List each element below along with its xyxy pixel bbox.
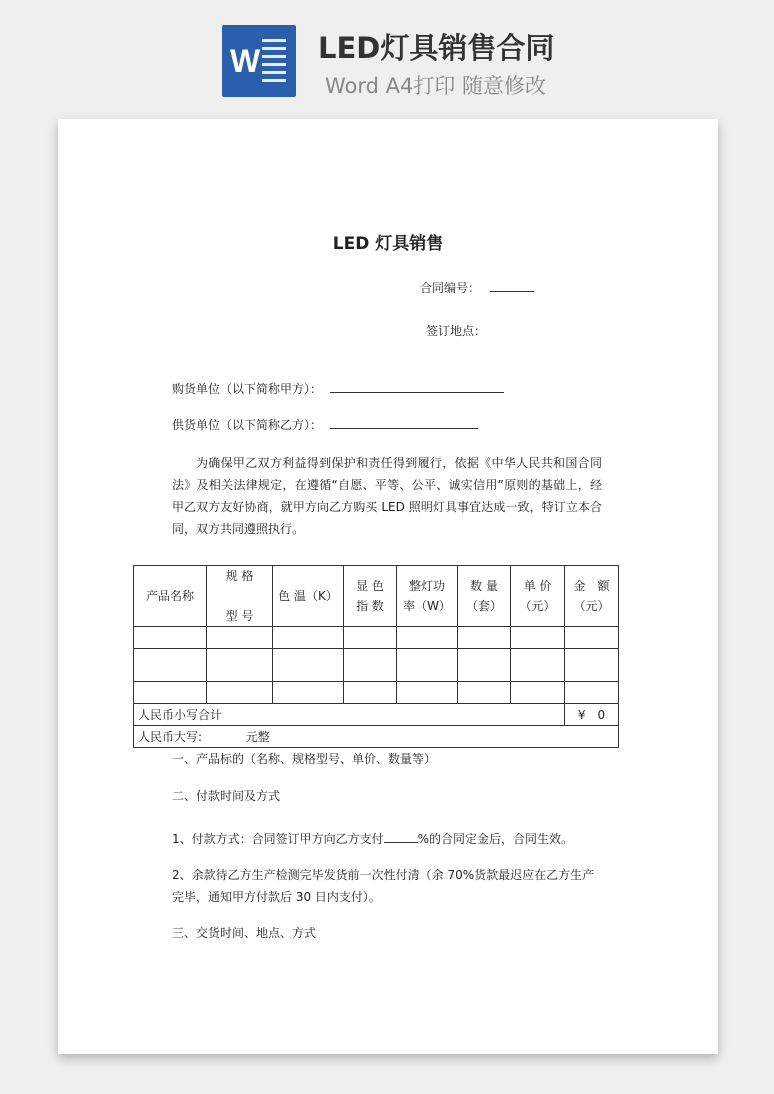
word-icon-letter: W <box>230 43 261 79</box>
col-color-temp: 色 温（K） <box>273 566 344 627</box>
col-unit-price: 单 价 （元） <box>511 566 565 627</box>
word-icon-lines <box>262 39 286 87</box>
contract-no-line <box>420 277 534 299</box>
section-3-heading: 三、交货时间、地点、方式 <box>172 926 317 940</box>
col-power: 整灯功 率（W） <box>397 566 458 627</box>
payment-method-line <box>172 828 573 850</box>
buyer-blank <box>330 378 504 393</box>
deposit-percent-blank <box>384 828 418 843</box>
table-header-row <box>134 566 619 627</box>
col-product-name: 产品名称 <box>134 566 207 627</box>
document-title: LED 灯具销售 <box>332 234 444 254</box>
seller-line <box>172 414 478 436</box>
contract-no-label: 合同编号： <box>420 281 481 295</box>
balance-line-1: 2、余款待乙方生产检测完毕发货前一次性付清（余 70%货款最迟应在乙方生产 <box>172 868 595 882</box>
payment-method-text: 1、付款方式：合同签订甲方向乙方支付 <box>172 832 384 846</box>
seller-blank <box>330 414 478 429</box>
col-quantity: 数 量 （套） <box>458 566 511 627</box>
table-total-row <box>134 726 619 748</box>
total-cell <box>134 726 619 748</box>
col-spec-model: 规 格 型 号 <box>207 566 273 627</box>
header-subtitle: Word A4打印 随意修改 <box>325 74 547 98</box>
total-suffix: 元整 <box>245 729 270 744</box>
section-2-heading: 二、付款时间及方式 <box>172 789 281 803</box>
document-page <box>58 119 718 1054</box>
seller-label: 供货单位（以下简称乙方）： <box>172 418 323 432</box>
table-row <box>134 682 619 704</box>
header <box>0 0 774 110</box>
section-1-heading: 一、产品标的（名称、规格型号、单价、数量等） <box>172 752 437 766</box>
table-row <box>134 627 619 649</box>
buyer-label: 购货单位（以下简称甲方）： <box>172 382 323 396</box>
table-subtotal-row <box>134 704 619 726</box>
total-label: 人民币大写: <box>138 729 203 744</box>
intro-paragraph: 为确保甲乙双方利益得到保护和责任得到履行，依据《中华人民共和国合同法》及相关法律规定，在遵循“自愿、平等、公平、诚实信用”原则的基础上，经甲乙双方友好协商，就甲方向乙方购买 LED 照明灯具事宜达成一致，特订立本合同，双方共同遵照执行。 <box>172 456 602 536</box>
balance-line-2: 完毕，通知甲方付款后 30 日内支付）。 <box>172 890 381 904</box>
col-amount: 金 额 （元） <box>565 566 619 627</box>
payment-method-tail: %的合同定金后，合同生效。 <box>417 832 574 846</box>
sign-place-label: 签订地点： <box>426 324 487 338</box>
table-row <box>134 649 619 682</box>
subtotal-value: ¥ 0 <box>565 704 619 726</box>
contract-no-blank <box>490 277 534 292</box>
word-icon <box>222 25 296 97</box>
col-cri: 显 色 指 数 <box>344 566 397 627</box>
buyer-line <box>172 378 504 400</box>
header-title: LED灯具销售合同 <box>318 31 555 65</box>
subtotal-label: 人民币小写合计 <box>134 704 565 726</box>
product-table <box>133 565 619 748</box>
